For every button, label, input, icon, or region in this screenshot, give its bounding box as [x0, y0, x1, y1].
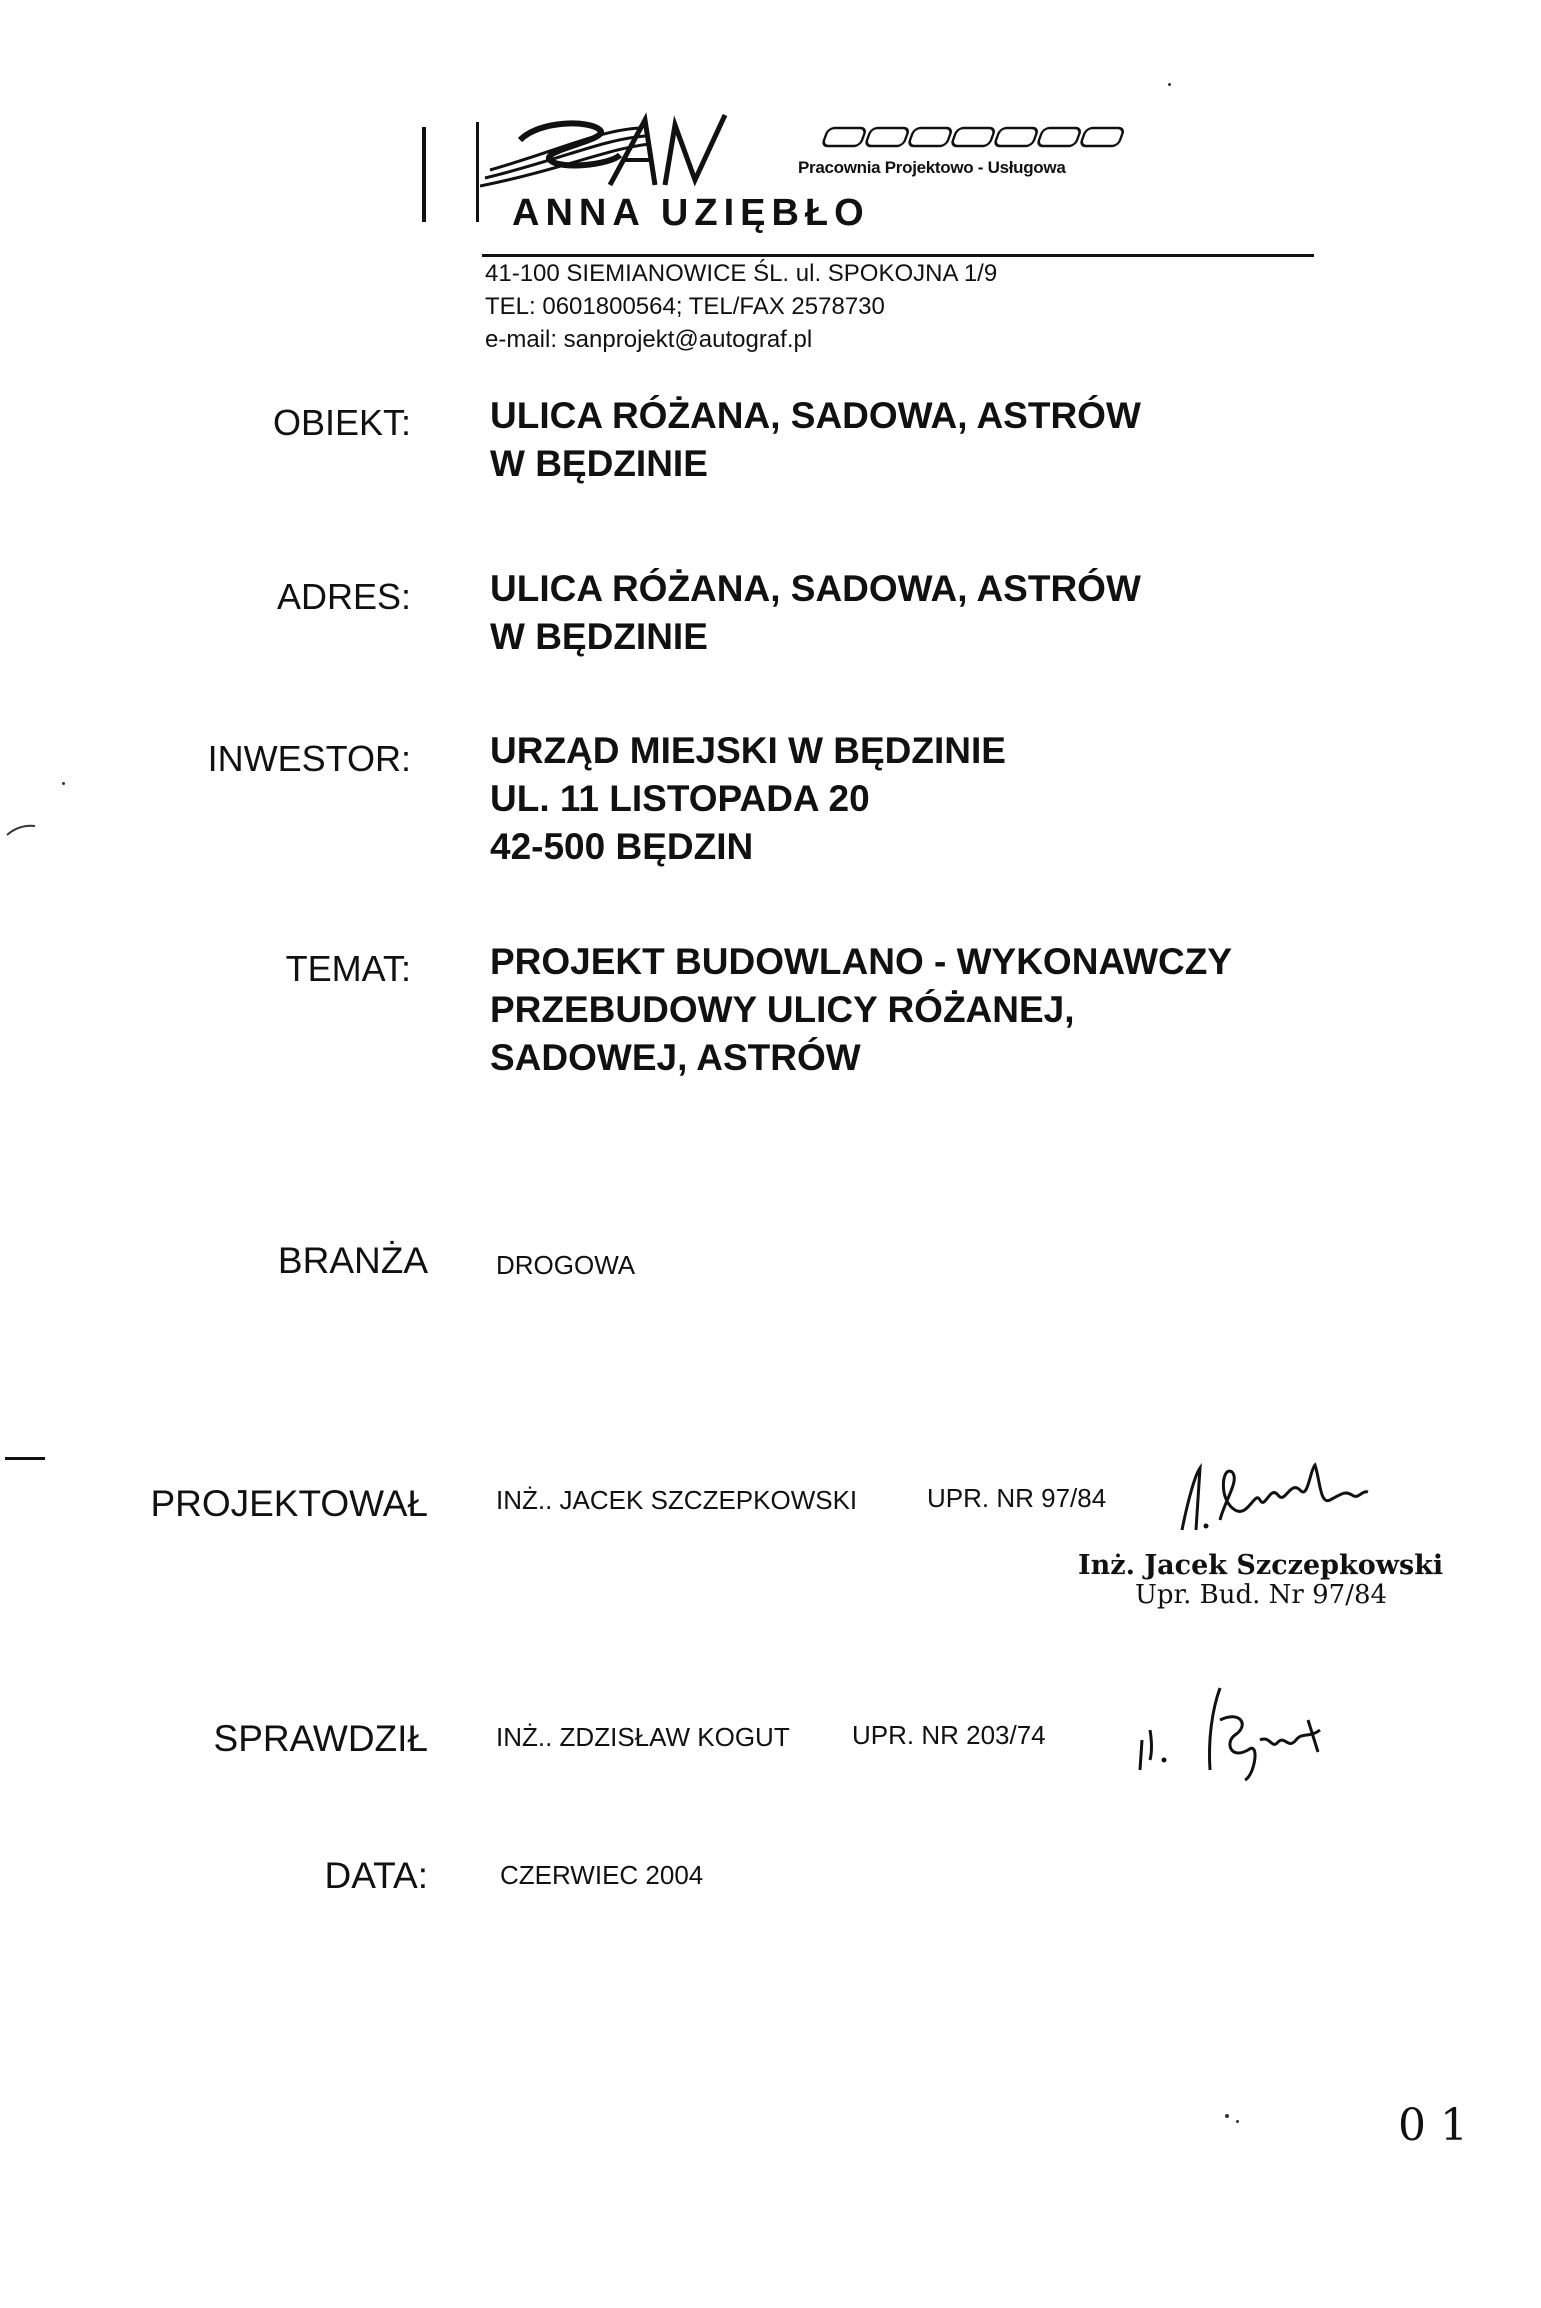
company-tagline: Pracownia Projektowo - Usługowa: [798, 158, 1066, 177]
value-projektowal-name: INŻ.. JACEK SZCZEPKOWSKI: [496, 1485, 858, 1515]
signature-projektowal: [1170, 1460, 1390, 1540]
value-inwestor: URZĄD MIEJSKI W BĘDZINIE UL. 11 LISTOPADA 20 42-500 BĘDZIN: [490, 730, 1006, 867]
scan-speck: [1168, 83, 1171, 86]
value-data: CZERWIEC 2004: [500, 1860, 704, 1890]
scan-mark: [5, 820, 45, 840]
value-projektowal-upr: UPR. NR 97/84: [927, 1483, 1107, 1513]
logo-bars-graphic: [420, 122, 480, 222]
value-temat: PROJEKT BUDOWLANO - WYKONAWCZY PRZEBUDOWY ULICY RÓŻANEJ, SADOWEJ, ASTRÓW: [490, 941, 1233, 1078]
company-email: e-mail: sanprojekt@autograf.pl: [485, 326, 813, 353]
value-obiekt: ULICA RÓŻANA, SADOWA, ASTRÓW W BĘDZINIE: [490, 395, 1141, 484]
stamp-name: Inż. Jacek Szczepkowski: [1078, 1550, 1444, 1581]
value-sprawdzil-name: INŻ.. ZDZISŁAW KOGUT: [496, 1722, 790, 1752]
label-temat: TEMAT:: [285, 948, 411, 989]
label-inwestor: INWESTOR:: [207, 738, 411, 779]
company-phone: TEL: 0601800564; TEL/FAX 2578730: [485, 293, 885, 320]
company-owner-name: ANNA UZIĘBŁO: [512, 192, 870, 234]
label-projektowal: PROJEKTOWAŁ: [150, 1483, 428, 1524]
label-adres: ADRES:: [276, 576, 411, 617]
label-branza: BRANŻA: [277, 1240, 428, 1281]
signature-sprawdzil: [1130, 1680, 1370, 1790]
value-branza: DROGOWA: [496, 1250, 636, 1280]
company-address: 41-100 SIEMIANOWICE ŚL. ul. SPOKOJNA 1/9: [485, 260, 998, 287]
value-adres: ULICA RÓŻANA, SADOWA, ASTRÓW W BĘDZINIE: [490, 568, 1141, 657]
scan-speck: [1225, 2114, 1229, 2118]
scan-speck: [1236, 2120, 1239, 2123]
value-sprawdzil-upr: UPR. NR 203/74: [852, 1720, 1046, 1750]
label-sprawdzil: SPRAWDZIŁ: [213, 1718, 428, 1759]
page-number: 0 1: [1398, 2100, 1468, 2151]
scan-speck: [62, 782, 65, 785]
label-data: DATA:: [324, 1855, 428, 1896]
scan-mark-line: [5, 1457, 45, 1460]
header-divider: [482, 254, 1314, 257]
san-projekt-logo: [480, 110, 1160, 190]
stamp-upr: Upr. Bud. Nr 97/84: [1135, 1580, 1388, 1610]
label-obiekt: OBIEKT:: [272, 402, 411, 443]
